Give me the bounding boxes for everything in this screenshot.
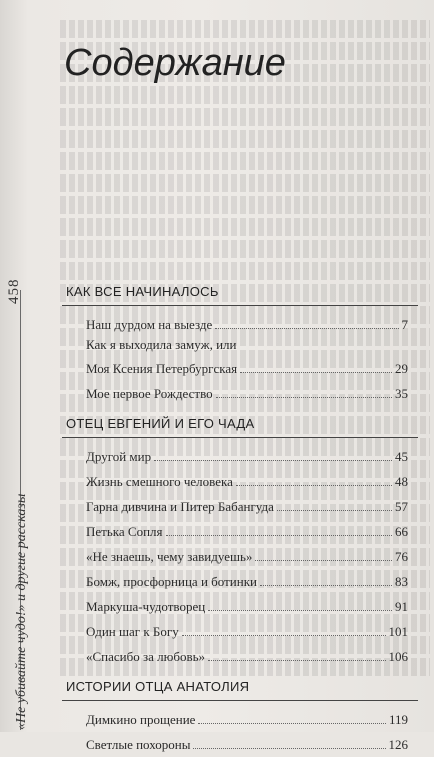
dot-leader: [166, 535, 392, 536]
entry-page-number: 101: [388, 624, 408, 639]
dot-leader: [255, 560, 392, 561]
entry-page-number: 106: [388, 649, 408, 664]
dot-leader: [198, 723, 386, 724]
entry-page-number: 7: [401, 317, 408, 332]
section-rule: [62, 437, 418, 438]
page-title: Содержание: [64, 42, 286, 84]
entry-title: Маркуша-чудотворец: [86, 599, 206, 614]
entry-title: Гарна дивчина и Питер Бабангуда: [86, 499, 274, 514]
entry-page-number: 57: [395, 499, 408, 514]
toc-entry[interactable]: [62, 494, 418, 515]
toc-entry[interactable]: [62, 469, 418, 490]
toc-entry[interactable]: [62, 337, 418, 377]
toc-entry[interactable]: [62, 312, 418, 333]
section-rule: [62, 305, 418, 306]
toc-entry[interactable]: [62, 594, 418, 615]
running-head: «Не убивайте чудо!» и другие рассказы: [14, 493, 29, 730]
toc-entry[interactable]: [62, 732, 418, 753]
dot-leader: [182, 635, 386, 636]
entry-page-number: 66: [395, 524, 408, 539]
toc-section-heading: [62, 675, 418, 701]
entry-title: Светлые похороны: [86, 737, 191, 752]
entry-page-number: 91: [395, 599, 408, 614]
entry-title: Другой мир: [86, 449, 152, 464]
entry-page-number: 119: [388, 712, 408, 727]
entry-page-number: 29: [395, 361, 408, 376]
dot-leader: [216, 397, 392, 398]
page-number: 458: [6, 278, 22, 304]
dot-leader: [236, 485, 392, 486]
toc-entry[interactable]: [62, 544, 418, 565]
entry-title-line: Как я выходила замуж, или: [86, 337, 237, 352]
section-title: ОТЕЦ ЕВГЕНИЙ И ЕГО ЧАДА: [66, 416, 255, 431]
dot-leader: [277, 510, 392, 511]
entry-page-number: 45: [395, 449, 408, 464]
dot-leader: [154, 460, 392, 461]
toc-entry[interactable]: [62, 519, 418, 540]
entry-title: Петька Сопля: [86, 524, 163, 539]
entry-page-number: 76: [395, 549, 408, 564]
toc-entry[interactable]: [62, 644, 418, 665]
section-title: ИСТОРИИ ОТЦА АНАТОЛИЯ: [66, 679, 250, 694]
table-of-contents: [62, 280, 418, 757]
toc-entry[interactable]: [62, 569, 418, 590]
entry-title: Димкино прощение: [86, 712, 196, 727]
toc-section-heading: [62, 280, 418, 306]
entry-page-number: 83: [395, 574, 408, 589]
dot-leader: [215, 328, 398, 329]
dot-leader: [240, 372, 392, 373]
entry-title: Наш дурдом на выезде: [86, 317, 213, 332]
entry-title: Один шаг к Богу: [86, 624, 179, 639]
toc-entry[interactable]: [62, 444, 418, 465]
entry-title: Бомж, просфорница и ботинки: [86, 574, 257, 589]
entry-page-number: 35: [395, 386, 408, 401]
toc-entry[interactable]: [62, 619, 418, 640]
entry-title: Жизнь смешного человека: [86, 474, 233, 489]
toc-entry[interactable]: [62, 381, 418, 402]
entry-title: Моя Ксения Петербургская: [86, 361, 238, 376]
entry-title: Мое первое Рождество: [86, 386, 213, 401]
dot-leader: [193, 748, 385, 749]
dot-leader: [208, 660, 385, 661]
section-title: КАК ВСЕ НАЧИНАЛОСЬ: [66, 284, 219, 299]
section-rule: [62, 700, 418, 701]
entry-title: «Спасибо за любовь»: [86, 649, 206, 664]
dot-leader: [260, 585, 392, 586]
entry-page-number: 126: [388, 737, 408, 752]
entry-title: «Не знаешь, чему завидуешь»: [86, 549, 253, 564]
toc-section-heading: [62, 412, 418, 438]
entry-page-number: 48: [395, 474, 408, 489]
dot-leader: [208, 610, 392, 611]
toc-entry[interactable]: [62, 707, 418, 728]
